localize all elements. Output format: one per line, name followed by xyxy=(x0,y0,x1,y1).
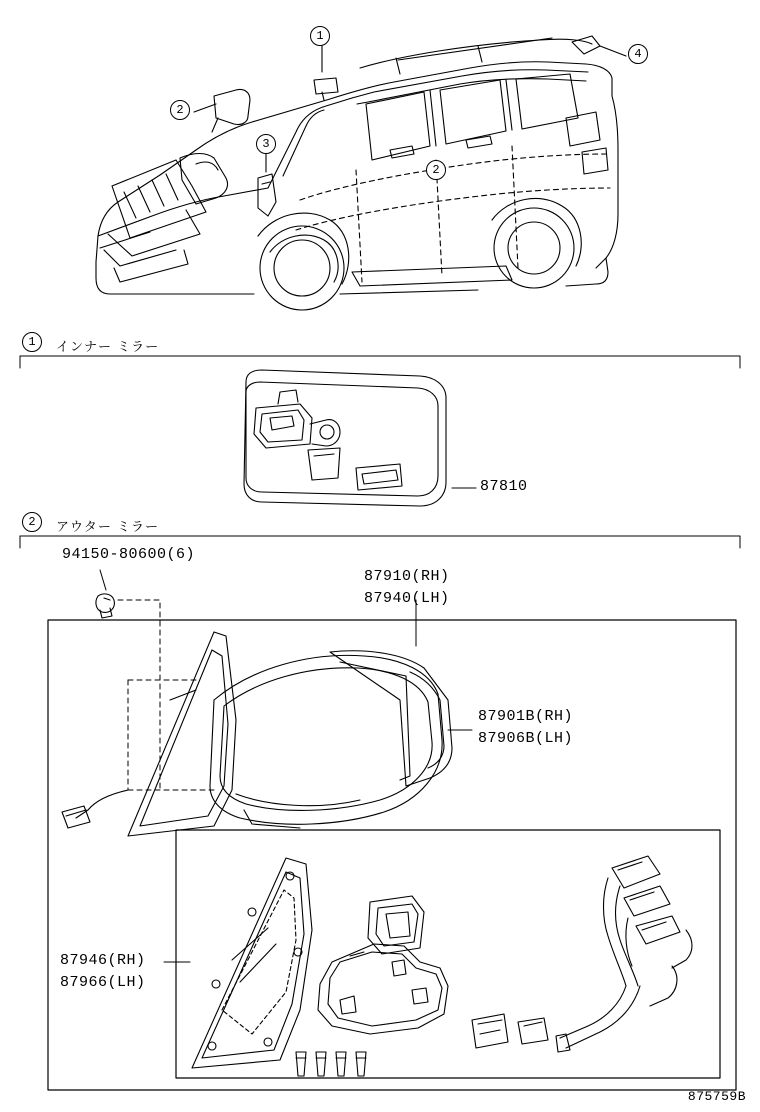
vehicle-callout-3[interactable]: 3 xyxy=(256,134,276,154)
vehicle-callout-4[interactable]: 4 xyxy=(628,44,648,64)
diagram-footer-code: 875759B xyxy=(687,1089,746,1104)
vehicle-callout-2b[interactable]: 2 xyxy=(426,160,446,180)
part-label-screw: 94150-80600(6) xyxy=(62,546,196,563)
section-1-number: 1 xyxy=(22,332,42,352)
section-1-title: インナー ミラー xyxy=(56,340,160,355)
part-label-mirror-inner-lh: 87966(LH) xyxy=(60,974,146,991)
part-label-mirror-inner-rh: 87946(RH) xyxy=(60,952,146,969)
part-label-mirror-assy-rh: 87910(RH) xyxy=(364,568,450,585)
section-2-number: 2 xyxy=(22,512,42,532)
vehicle-callout-1[interactable]: 1 xyxy=(310,26,330,46)
section-2-title: アウター ミラー xyxy=(56,520,160,535)
part-label-mirror-assy-lh: 87940(LH) xyxy=(364,590,450,607)
part-label-mirror-cover-lh: 87906B(LH) xyxy=(478,730,574,747)
part-label-mirror-cover-rh: 87901B(RH) xyxy=(478,708,574,725)
vehicle-callout-2a[interactable]: 2 xyxy=(170,100,190,120)
part-label-inner-mirror: 87810 xyxy=(480,478,528,495)
